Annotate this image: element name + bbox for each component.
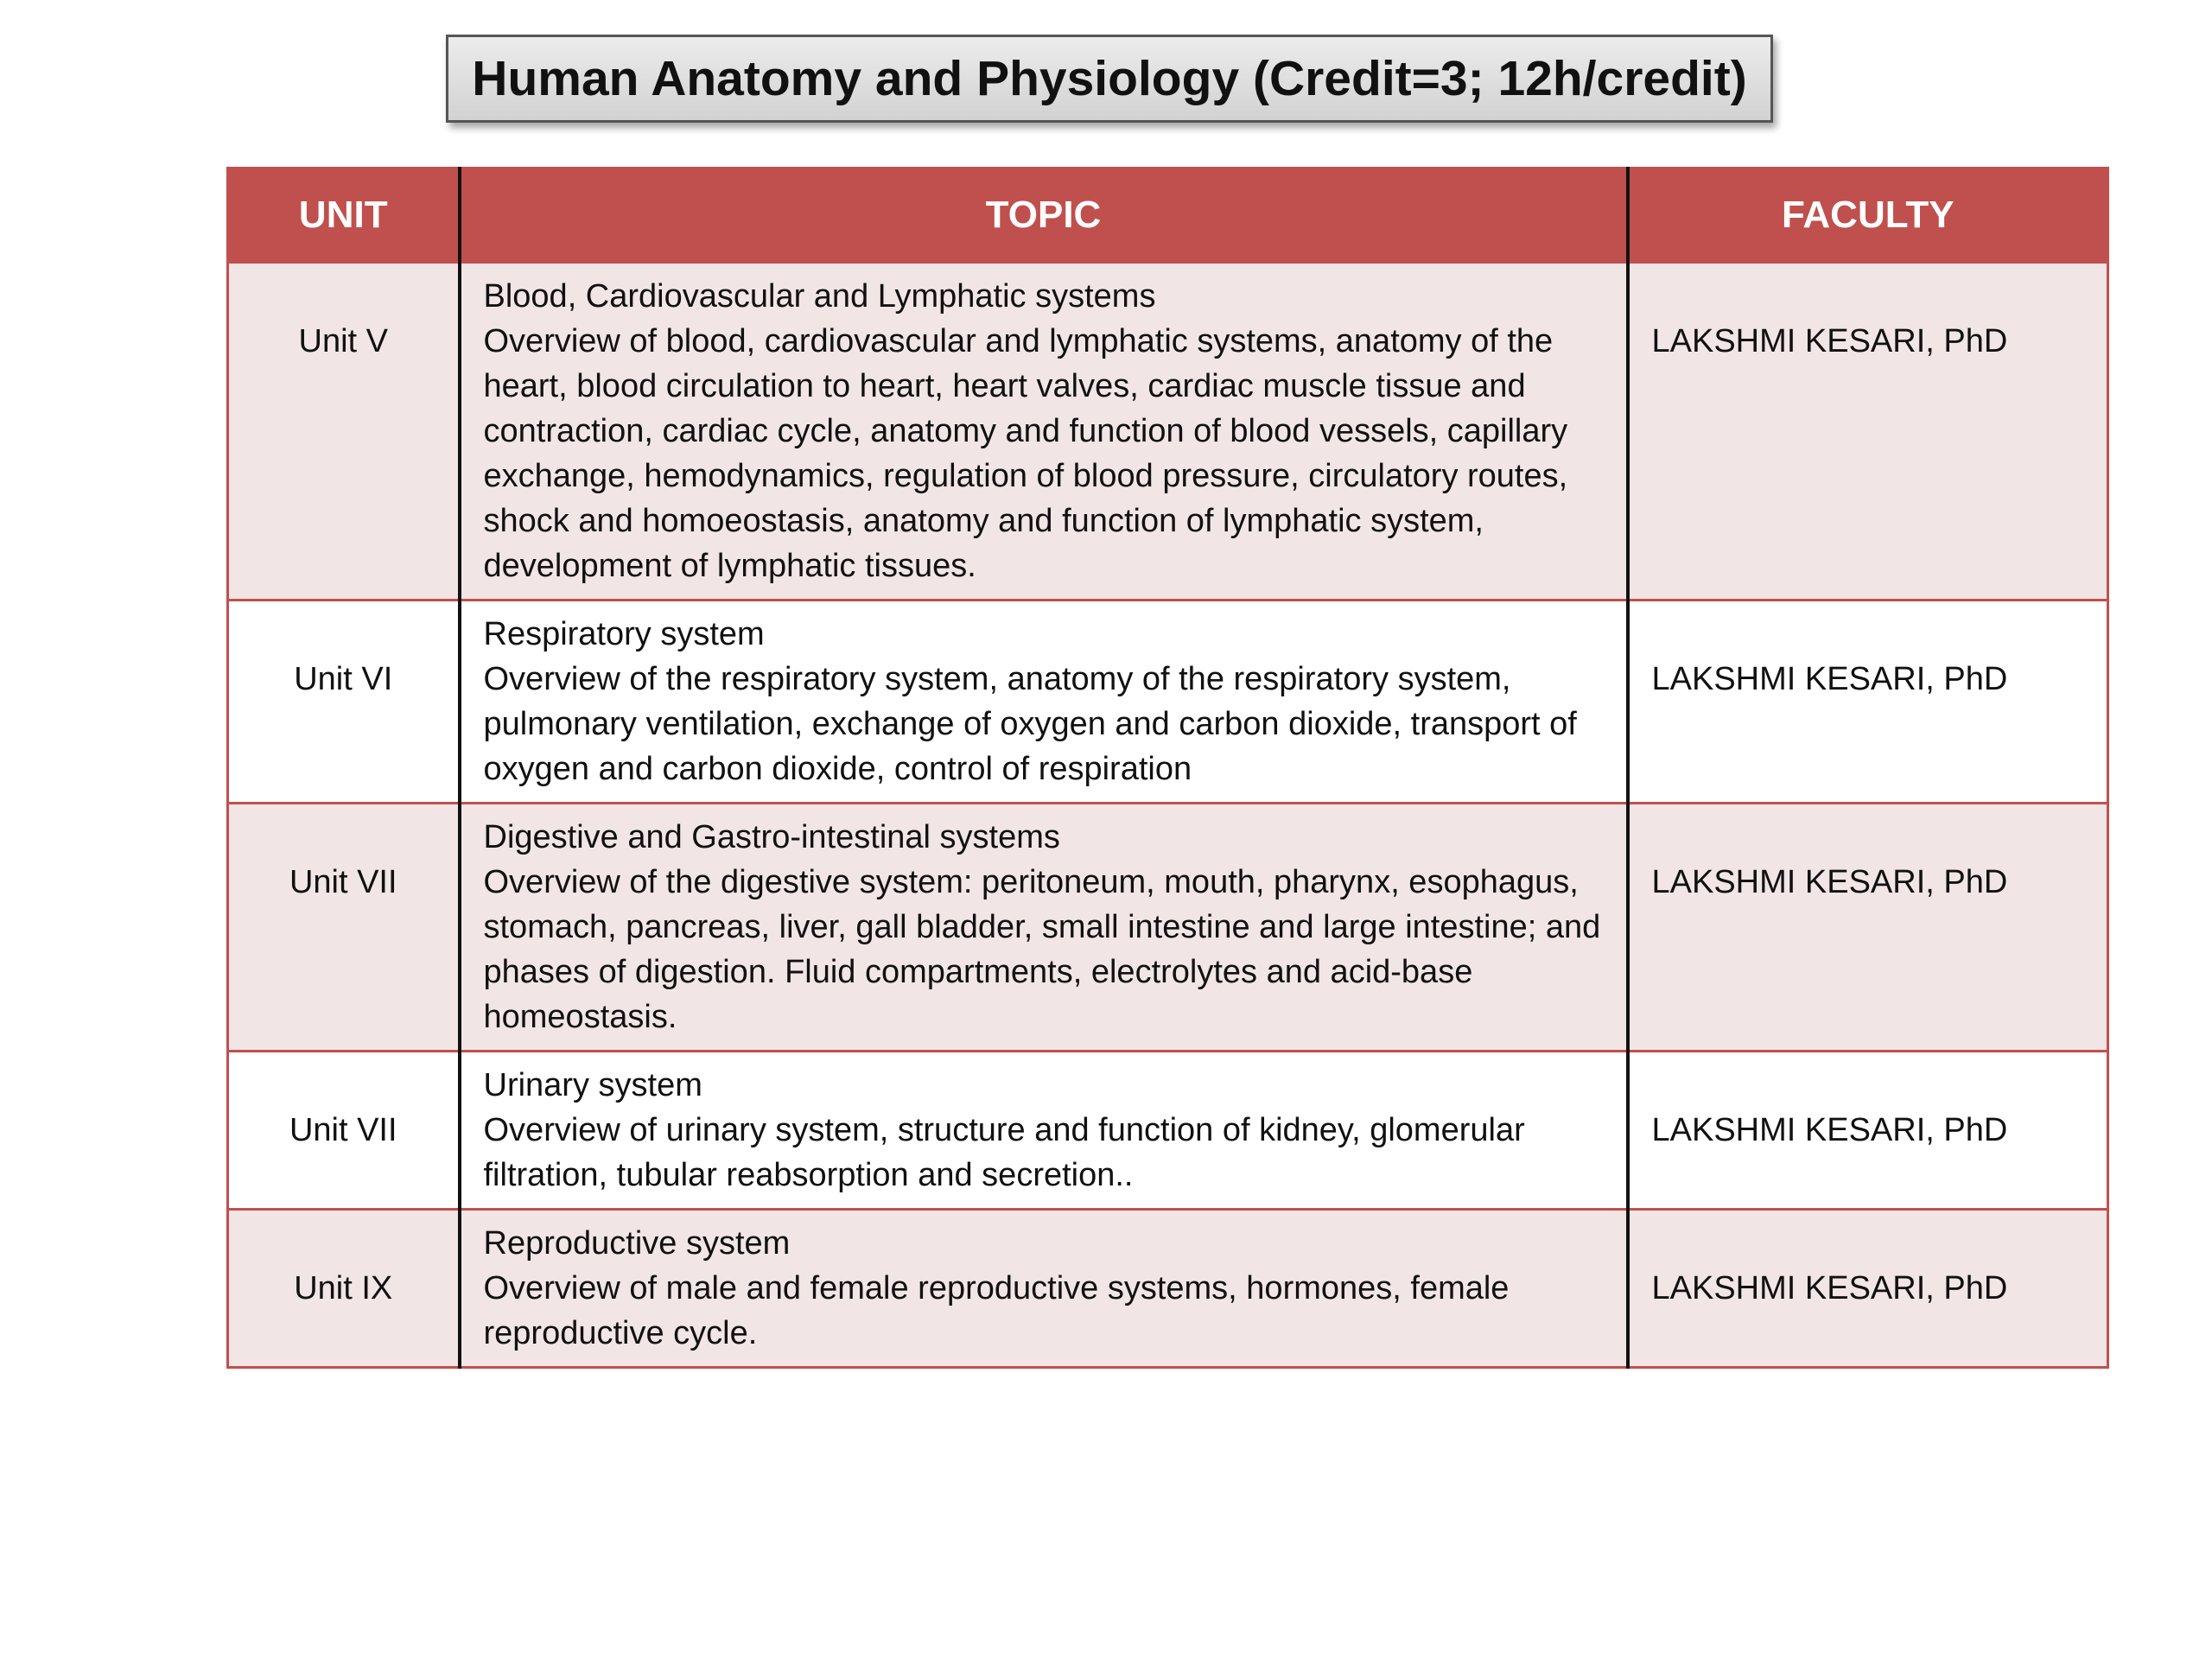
- syllabus-table: [226, 167, 2109, 1369]
- topic-title: Blood, Cardiovascular and Lymphatic systems: [483, 278, 1156, 315]
- topic-description: Overview of male and female reproductive systems, hormones, female reproductive cycle.: [483, 1270, 1510, 1351]
- header-faculty: FACULTY: [1628, 168, 2108, 263]
- topic-title: Digestive and Gastro-intestinal systems: [483, 819, 1060, 855]
- unit-cell: Unit VII: [228, 804, 460, 1052]
- header-topic: TOPIC: [460, 168, 1628, 263]
- table-row: [228, 804, 2108, 1052]
- topic-title: Respiratory system: [483, 616, 765, 652]
- topic-description: Overview of urinary system, structure and function of kidney, glomerular filtration, tubular reabsorption and secretion..: [483, 1112, 1525, 1193]
- topic-cell: [460, 1052, 1628, 1210]
- faculty-cell: LAKSHMI KESARI, PhD: [1628, 1052, 2108, 1210]
- table-row: [228, 1052, 2108, 1210]
- faculty-cell: LAKSHMI KESARI, PhD: [1628, 804, 2108, 1052]
- topic-cell: [460, 1210, 1628, 1368]
- topic-title: Urinary system: [483, 1067, 702, 1103]
- table-row: [228, 263, 2108, 601]
- table-row: [228, 601, 2108, 804]
- topic-cell: [460, 804, 1628, 1052]
- unit-cell: Unit VII: [228, 1052, 460, 1210]
- topic-description: Overview of the digestive system: peritoneum, mouth, pharynx, esophagus, stomach, pancreas, liver, gall bladder, small intestine and large intestine; and phases of digestion. Fluid compartments, electrolytes and acid-base homeostasis.: [483, 864, 1601, 1035]
- topic-cell: [460, 601, 1628, 804]
- header-unit: UNIT: [228, 168, 460, 263]
- faculty-cell: LAKSHMI KESARI, PhD: [1628, 601, 2108, 804]
- page-title-box: [446, 35, 1773, 123]
- unit-cell: Unit IX: [228, 1210, 460, 1368]
- faculty-cell: LAKSHMI KESARI, PhD: [1628, 263, 2108, 601]
- topic-description: Overview of the respiratory system, anatomy of the respiratory system, pulmonary ventilation, exchange of oxygen and carbon dioxide, transport of oxygen and carbon dioxide, control of respiration: [483, 661, 1577, 787]
- faculty-cell: LAKSHMI KESARI, PhD: [1628, 1210, 2108, 1368]
- table-row: [228, 1210, 2108, 1368]
- topic-description: Overview of blood, cardiovascular and lymphatic systems, anatomy of the heart, blood circulation to heart, heart valves, cardiac muscle tissue and contraction, cardiac cycle, anatomy and function of blood vessels, capillary exchange, hemodynamics, regulation of blood pressure, circulatory routes, shock and homoeostasis, anatomy and function of lymphatic system, development of lymphatic tissues.: [483, 323, 1568, 584]
- topic-title: Reproductive system: [483, 1225, 791, 1262]
- unit-cell: Unit V: [228, 263, 460, 601]
- page-title: Human Anatomy and Physiology (Credit=3; 12h/credit): [472, 51, 1747, 106]
- table-header-row: [228, 168, 2108, 263]
- unit-cell: Unit VI: [228, 601, 460, 804]
- topic-cell: [460, 263, 1628, 601]
